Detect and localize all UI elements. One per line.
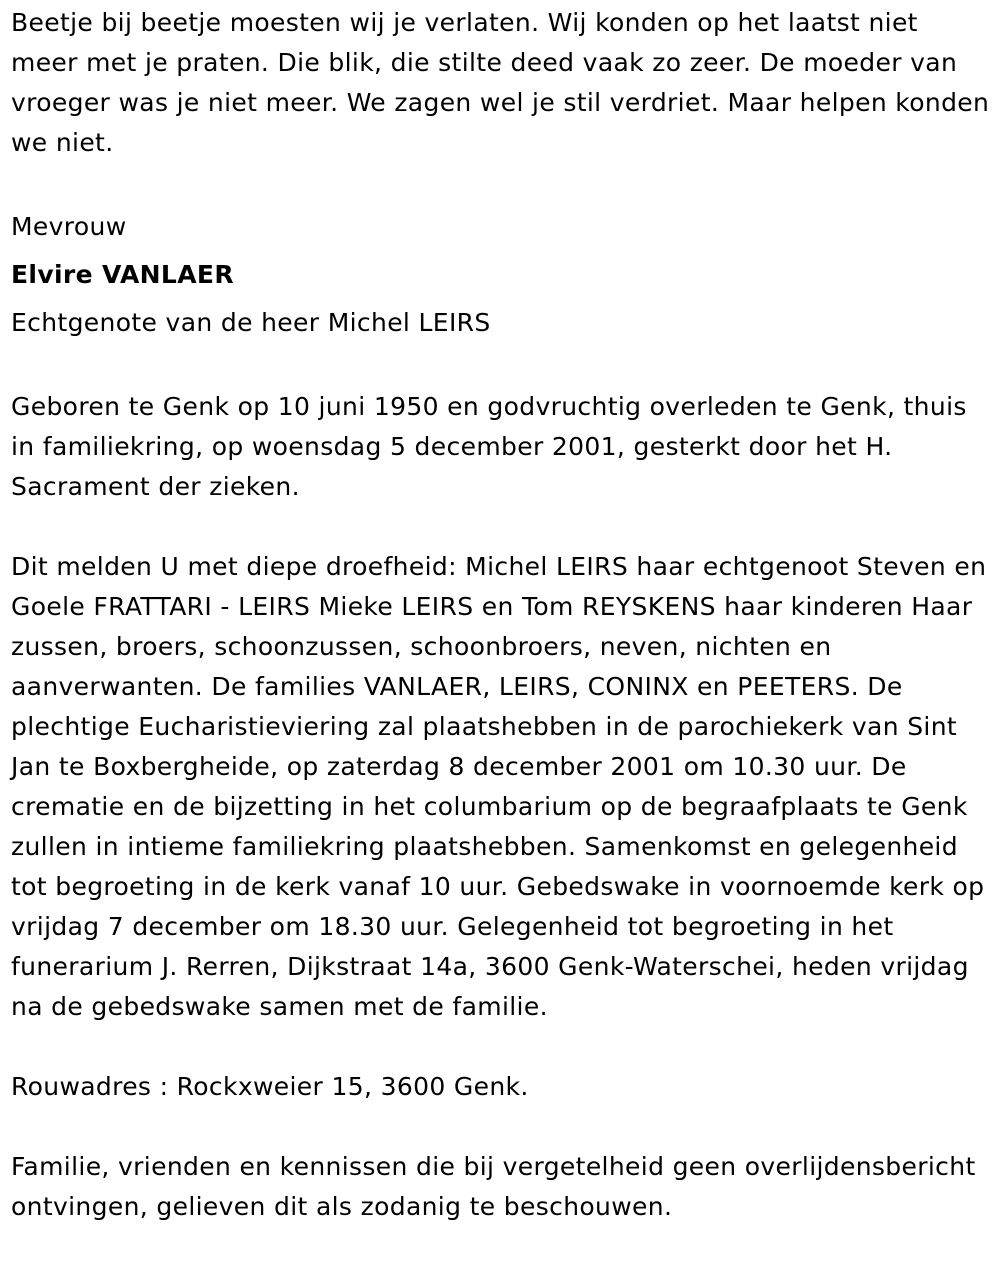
address-line: Rouwadres : Rockxweier 15, 3600 Genk. [11, 1072, 529, 1101]
spacer [11, 507, 990, 547]
title-prefix: Mevrouw [11, 212, 127, 241]
deceased-name: Elvire VANLAER [11, 260, 234, 289]
spacer [11, 1027, 990, 1067]
birth-death-paragraph: Geboren te Genk op 10 juni 1950 en godvruchtig overleden te Genk, thuis in familiekring, op woensdag 5 december 2001, gesterkt door het H. Sacrament der zieken. [11, 392, 967, 501]
spacer [11, 163, 990, 203]
name-block [11, 203, 990, 347]
closing-paragraph: Familie, vrienden en kennissen die bij vergetelheid geen overlijdensbericht ontvingen, gelieven dit als zodanig te beschouwen. [11, 1152, 976, 1221]
poem-paragraph: Beetje bij beetje moesten wij je verlaten. Wij konden op het laatst niet meer met je praten. Die blik, die stilte deed vaak zo zeer. De moeder van vroeger was je niet meer. We zagen wel je stil verdriet. Maar helpen konden we niet. [11, 8, 990, 157]
spacer [11, 347, 990, 387]
announcement-paragraph: Dit melden U met diepe droefheid: Michel LEIRS haar echtgenoot Steven en Goele FRATTARI - LEIRS Mieke LEIRS en Tom REYSKENS haar kinderen Haar zussen, broers, schoonzussen, schoonbroers, neven, nichten en aanverwanten. De families VANLAER, LEIRS, CONINX en PEETERS. De plechtige Eucharistieviering zal plaatshebben in de parochiekerk van Sint Jan te Boxbergheide, op zaterdag 8 december 2001 om 10.30 uur. De crematie en de bijzetting in het columbarium op de begraafplaats te Genk zullen in intieme familiekring plaatshebben. Samenkomst en gelegenheid tot begroeting in de kerk vanaf 10 uur. Gebedswake in voornoemde kerk op vrijdag 7 december om 18.30 uur. Gelegenheid tot begroeting in het funerarium J. Rerren, Dijkstraat 14a, 3600 Genk-Waterschei, heden vrijdag na de gebedswake samen met de familie. [11, 552, 987, 1021]
spouse-line: Echtgenote van de heer Michel LEIRS [11, 308, 491, 337]
spacer [11, 1107, 990, 1147]
